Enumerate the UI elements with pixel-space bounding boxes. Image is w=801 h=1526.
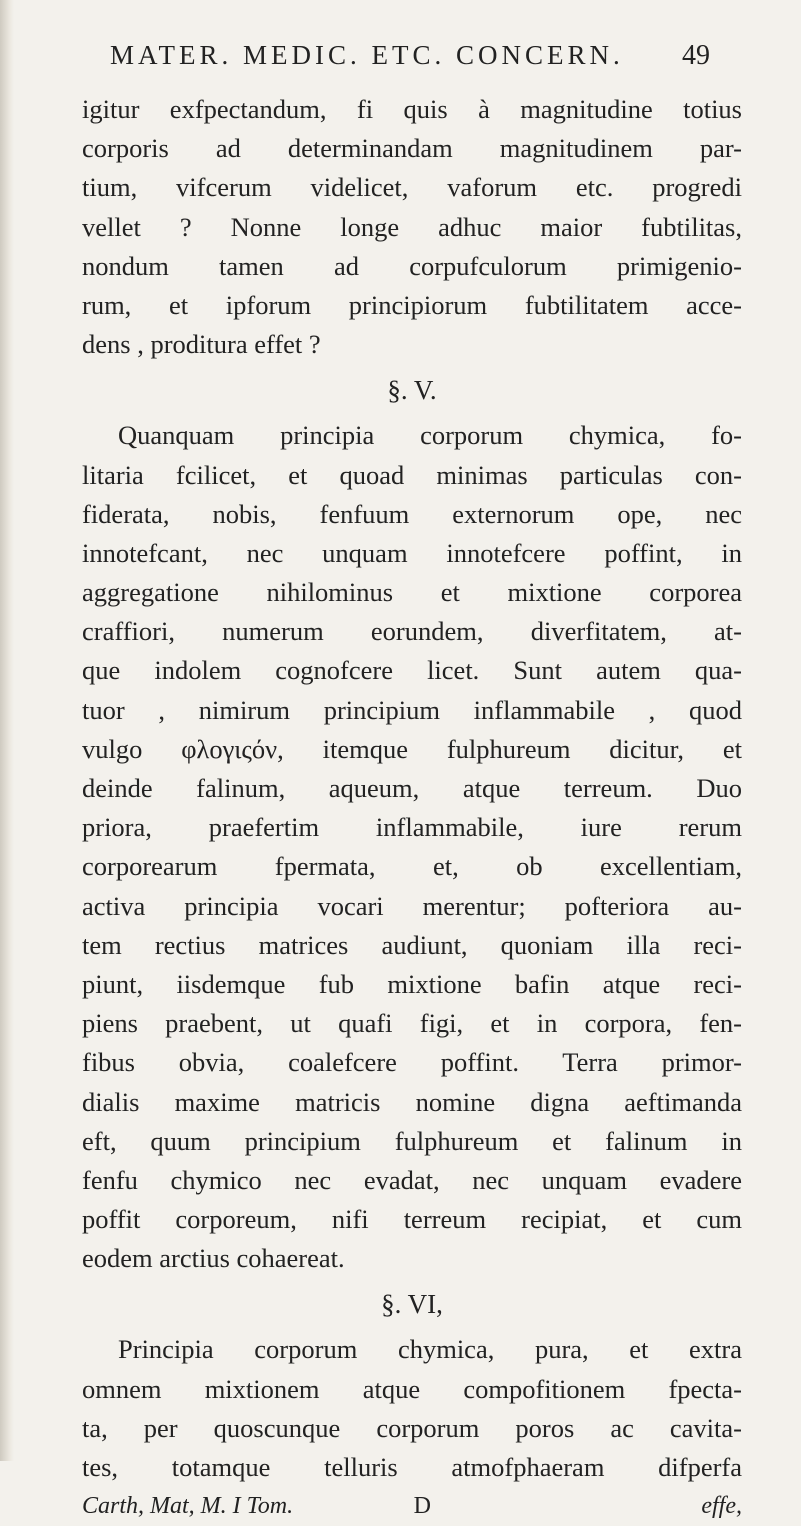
text-line: vulgo φλογιςόν, itemque fulphureum dicitur, et <box>82 733 742 764</box>
section-heading-v: §. V. <box>387 375 437 406</box>
page-number: 49 <box>682 40 710 71</box>
text-line: que indolem cognofcere licet. Sunt autem qua- <box>82 655 742 686</box>
text-line: fenfu chymico nec evadat, nec unquam evadere <box>82 1164 742 1195</box>
text-line: ta, per quoscunque corporum poros ac cavita- <box>82 1412 742 1443</box>
text-line: fiderata, nobis, fenfuum externorum ope, nec <box>82 498 742 529</box>
running-header <box>110 40 710 72</box>
section-heading-vi: §. VI, <box>381 1289 443 1320</box>
catchword: effe, <box>701 1493 742 1520</box>
running-title: MATER. MEDIC. ETC. CONCERN. <box>110 40 624 70</box>
text-line: piens praebent, ut quafi figi, et in corpora, fen- <box>82 1008 742 1039</box>
text-line: corporis ad determinandam magnitudinem par- <box>82 133 742 164</box>
text-line: tem rectius matrices audiunt, quoniam illa reci- <box>82 929 742 960</box>
page-spine-shadow <box>0 0 14 1461</box>
text-line: omnem mixtionem atque compofitionem fpecta- <box>82 1373 742 1404</box>
text-line: eft, quum principium fulphureum et falinum in <box>82 1125 742 1156</box>
section-vi-text <box>82 1330 742 1487</box>
text-line: corporearum fpermata, et, ob excellentiam, <box>82 851 742 882</box>
page-footer <box>82 1487 742 1526</box>
text-line: tuor , nimirum principium inflammabile , quod <box>82 694 742 725</box>
text-line: priora, praefertim inflammabile, iure rerum <box>82 812 742 843</box>
text-line: Principia corporum chymica, pura, et extra <box>118 1334 742 1365</box>
text-line: fibus obvia, coalefcere poffint. Terra primor- <box>82 1047 742 1078</box>
text-line: rum, et ipforum principiorum fubtilitatem acce- <box>82 289 742 320</box>
text-line: innotefcant, nec unquam innotefcere poffint, in <box>82 537 742 568</box>
text-line: craffiori, numerum eorundem, diverfitatem, at- <box>82 616 742 647</box>
page-body <box>82 90 742 1526</box>
text-line: litaria fcilicet, et quoad minimas particulas con- <box>82 459 742 490</box>
text-line: dialis maxime matricis nomine digna aeftimanda <box>82 1086 742 1117</box>
text-line: activa principia vocari merentur; pofteriora au- <box>82 890 742 921</box>
text-line: vellet ? Nonne longe adhuc maior fubtilitas, <box>82 211 742 242</box>
text-line: tium, vifcerum videlicet, vaforum etc. progredi <box>82 172 742 203</box>
text-line: piunt, iisdemque fub mixtione bafin atque reci- <box>82 968 742 999</box>
text-line: nondum tamen ad corpufculorum primigenio- <box>82 250 742 281</box>
text-line: tes, totamque telluris atmofphaeram difperfa <box>82 1452 742 1482</box>
paragraph-continuation <box>82 90 742 364</box>
text-line: Quanquam principia corporum chymica, fo- <box>118 420 742 451</box>
signature-mark: D <box>413 1493 431 1520</box>
section-v-text <box>82 416 742 1278</box>
text-line: igitur exfpectandum, fi quis à magnitudine totius <box>82 94 742 124</box>
signature-note: Carth, Mat, M. I Tom. <box>82 1493 294 1520</box>
text-line: eodem arctius cohaereat. <box>82 1243 345 1274</box>
text-line: dens , proditura effet ? <box>82 329 321 360</box>
text-line: aggregatione nihilominus et mixtione corporea <box>82 577 742 608</box>
text-line: deinde falinum, aqueum, atque terreum. Duo <box>82 773 742 803</box>
text-line: poffit corporeum, nifi terreum recipiat, et cum <box>82 1204 742 1235</box>
